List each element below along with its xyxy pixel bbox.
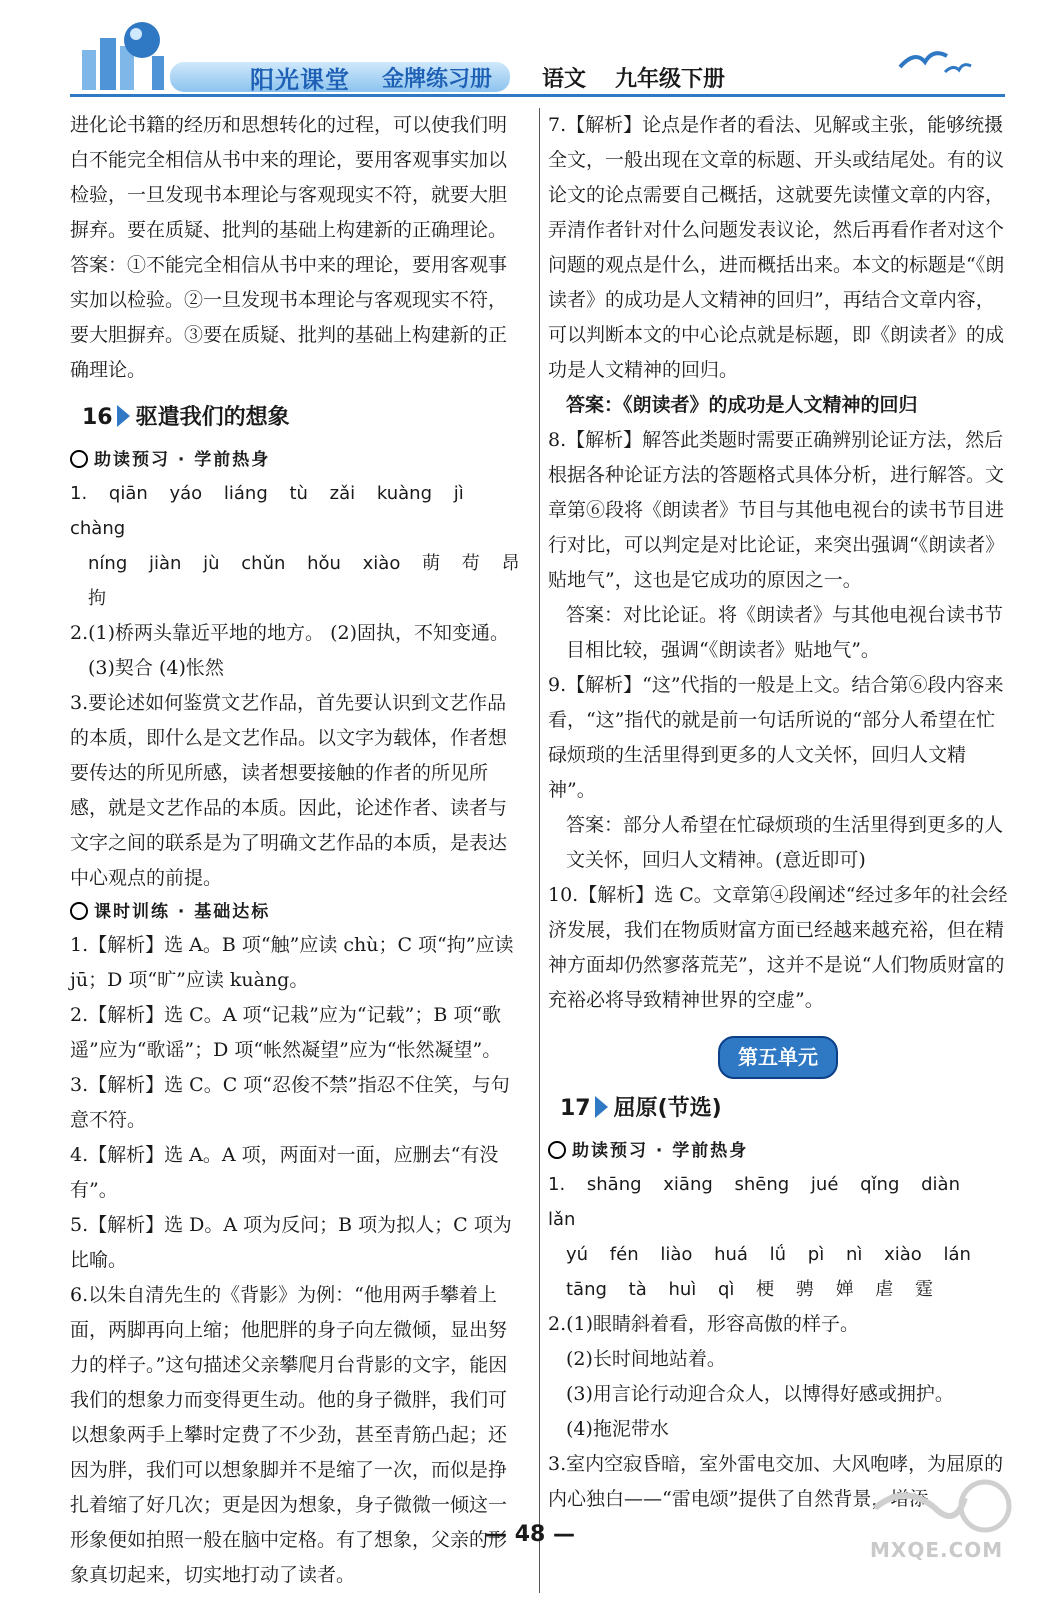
answer-item: 3.要论述如何鉴赏文艺作品，首先要认识到文艺作品的本质，即什么是文艺作品。以文字为载体，作者想要传达的所见所感，读者想要接触的作者的所见所感，就是文艺作品的本质。因此，论述作者、读者与文字之间的联系是为了明确文艺作品的本质，是表达中心观点的前提。 bbox=[70, 692, 508, 889]
page-header bbox=[0, 0, 1060, 100]
lesson-17-heading bbox=[560, 1089, 1008, 1129]
chevron-right-icon bbox=[595, 1096, 608, 1118]
pinyin-line: níng jiàn jù chǔn hǒu xiào 萌 苟 昂 拘 bbox=[88, 553, 520, 609]
pinyin-line: 1. qiān yáo liáng tù zǎi kuàng jì chàng bbox=[70, 483, 464, 539]
lesson-16-heading bbox=[82, 398, 525, 438]
lesson-number: 16 bbox=[82, 405, 113, 430]
brand-title: 阳光课堂 bbox=[250, 66, 350, 94]
chevron-right-icon bbox=[117, 405, 130, 427]
intro-paragraph: 进化论书籍的经历和思想转化的过程，可以使我们明白不能完全相信从书中来的理论，要用客观事实加以检验，一旦发现书本理论与客观现实不符，就要大胆摒弃。要在质疑、批判的基础上构建新的正确理论。 bbox=[70, 114, 508, 241]
subsection-training bbox=[70, 896, 525, 928]
answer-item: 5.【解析】选 D。A 项为反问；B 项为拟人；C 项为比喻。 bbox=[70, 1214, 512, 1271]
right-column bbox=[548, 108, 1008, 1517]
lesson-title: 屈原(节选) bbox=[613, 1096, 722, 1121]
answer-item: 1.【解析】选 A。B 项“触”应读 chù；C 项“拘”应读 jū；D 项“旷”应读 kuàng。 bbox=[70, 934, 514, 991]
pinyin-line: tāng tà huì qì 梗 骋 婵 虐 霆 bbox=[566, 1279, 934, 1300]
watermark-text: MXQE.COM bbox=[870, 1538, 1004, 1562]
subsection-label: 助读预习 · 学前热身 bbox=[572, 1141, 749, 1161]
answer-item: 6.以朱自清先生的《背影》为例：“他用两手攀着上面，两脚再向上缩；他肥胖的身子向左微倾，显出努力的样子。”这句描述父亲攀爬月台背影的文字，能因我们的想象力而变得更生动。他的身子微胖，我们可以想象两手上攀时定费了不少劲，甚至青筋凸起；还因为胖，我们可以想象脚并不是缩了一次，而似是挣扎着缩了好几次；更是因为想象，身子微微一倾这一形象便如拍照一般在脑中定格。有了想象，父亲的形象真切起来，切实地打动了读者。 bbox=[70, 1284, 508, 1586]
subsection-preview bbox=[70, 444, 525, 476]
answer-item: 10.【解析】选 C。文章第④段阐述“经过多年的社会经济发展，我们在物质财富方面已经越来越充裕，但在精神方面却仍然寥落荒芜”，这并不是说“人们物质财富的充裕必将导致精神世界的空虚”。 bbox=[548, 884, 1008, 1011]
answer-key: 答案：对比论证。将《朗读者》与其他电视台读书节目相比较，强调“《朗读者》贴地气”。 bbox=[566, 604, 1004, 661]
unit-banner bbox=[548, 1036, 1008, 1079]
intro-answer: 答案：①不能完全相信从书中来的理论，要用客观事实加以检验。②一旦发现书本理论与客观现实不符，要大胆摒弃。③要在质疑、批判的基础上构建新的正确理论。 bbox=[70, 254, 508, 381]
pinyin-line: 1. shāng xiāng shēng jué qǐng diàn lǎn bbox=[548, 1174, 960, 1230]
series-title: 金牌练习册 bbox=[382, 67, 493, 92]
answer-item: 2.(1)桥两头靠近平地的地方。 (2)固执，不知变通。 bbox=[70, 622, 509, 644]
watermark-logo-icon bbox=[865, 1478, 1015, 1538]
answer-key: 答案：《朗读者》的成功是人文精神的回归 bbox=[566, 394, 918, 416]
pinyin-line: yú fén liào huá lǘ pì nì xiào lán bbox=[566, 1244, 971, 1265]
lesson-title: 驱遣我们的想象 bbox=[135, 405, 290, 430]
left-column bbox=[70, 108, 540, 1593]
lesson-number: 17 bbox=[560, 1096, 591, 1121]
answer-item: 7.【解析】论点是作者的看法、见解或主张，能够统摄全文，一般出现在文章的标题、开头或结尾处。有的议论文的论点需要自己概括，这就要先读懂文章的内容，弄清作者针对什么问题发表议论，然后再看作者对这个问题的观点是什么，进而概括出来。本文的标题是“《朗读者》的成功是人文精神的回归”，再结合文章内容，可以判断本文的中心论点就是标题，即《朗读者》的成功是人文精神的回归。 bbox=[548, 114, 1005, 381]
badge-icon bbox=[70, 450, 88, 468]
page-number: — 48 — bbox=[485, 1522, 575, 1547]
answer-item: 4.【解析】选 A。A 项，两面对一面，应删去“有没有”。 bbox=[70, 1144, 499, 1201]
badge-icon bbox=[548, 1141, 566, 1159]
answer-item: (3)用言论行动迎合众人，以博得好感或拥护。 bbox=[566, 1383, 954, 1405]
answer-item: 2.(1)眼睛斜着看，形容高傲的样子。 bbox=[548, 1313, 860, 1335]
answer-item: (3)契合 (4)怅然 bbox=[88, 657, 224, 679]
answer-item: 3.【解析】选 C。C 项“忍俊不禁”指忍不住笑，与句意不符。 bbox=[70, 1074, 510, 1131]
subsection-preview bbox=[548, 1135, 1008, 1167]
unit-label: 第五单元 bbox=[718, 1036, 838, 1079]
answer-item: 3.室内空寂昏暗，室外雷电交加、大风咆哮，为屈原的内心独白——“雷电颂”提供了自然背景，增添 bbox=[548, 1453, 1004, 1510]
subject-label: 语文 bbox=[542, 67, 587, 92]
answer-item: 8.【解析】解答此类题时需要正确辨别论证方法，然后根据各种论证方法的答题格式具体分析，进行解答。文章第⑥段将《朗读者》节目与其他电视台的读书节目进行对比，可以判定是对比论证，来突出强调“《朗读者》贴地气”，这也是它成功的原因之一。 bbox=[548, 429, 1005, 591]
answer-item: 2.【解析】选 C。A 项“记栽”应为“记载”；B 项“歌遥”应为“歌谣”；D 项“帐然凝望”应为“怅然凝望”。 bbox=[70, 1004, 502, 1061]
answer-item: 9.【解析】“这”代指的一般是上文。结合第⑥段内容来看，“这”指代的就是前一句话所说的“部分人希望在忙碌烦琐的生活里得到更多的人文关怀，回归人文精神”。 bbox=[548, 674, 1004, 801]
grade-label: 九年级下册 bbox=[615, 67, 726, 92]
answer-item: (2)长时间地站着。 bbox=[566, 1348, 726, 1370]
subsection-label: 课时训练 · 基础达标 bbox=[94, 902, 271, 922]
header-banner bbox=[70, 58, 1005, 97]
answer-item: (4)拖泥带水 bbox=[566, 1418, 669, 1440]
subsection-label: 助读预习 · 学前热身 bbox=[94, 450, 271, 470]
watermark bbox=[865, 1478, 1025, 1588]
birds-icon bbox=[895, 42, 975, 82]
badge-icon bbox=[70, 902, 88, 920]
answer-key: 答案：部分人希望在忙碌烦琐的生活里得到更多的人文关怀，回归人文精神。(意近即可) bbox=[566, 814, 1004, 871]
